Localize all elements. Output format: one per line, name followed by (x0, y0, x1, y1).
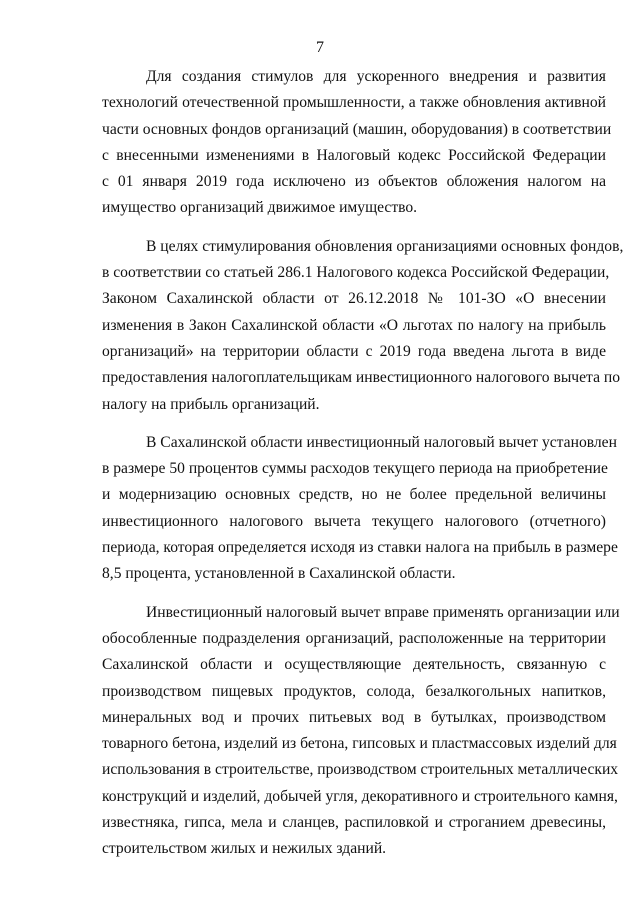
text-line: Законом Сахалинской области от 26.12.2018 № 101-ЗО «О внесении (102, 290, 606, 308)
page-number: 7 (316, 39, 324, 56)
text-line: В целях стимулирования обновления организациями основных фондов, (146, 237, 624, 255)
text-line: части основных фондов организаций (машин, оборудования) в соответствии (102, 120, 612, 138)
text-line: обособленные подразделения организаций, расположенные на территории (102, 629, 606, 647)
text-line: и модернизацию основных средств, но не более предельной величины (102, 486, 606, 504)
text-line: 8,5 процента, установленной в Сахалинской области. (102, 565, 456, 583)
text-line: с 01 января 2019 года исключено из объектов обложения налогом на (102, 173, 606, 191)
text-line: Для создания стимулов для ускоренного внедрения и развития (146, 68, 606, 85)
text-line: предоставления налогоплательщикам инвестиционного налогового вычета по (102, 369, 621, 387)
text-line: использования в строительстве, производством строительных металлических (102, 761, 619, 779)
text-line: технологий отечественной промышленности, а также обновления активной (102, 94, 606, 112)
text-line: в размере 50 процентов суммы расходов текущего периода на приобретение (102, 460, 608, 478)
document-body (102, 64, 624, 875)
text-line: в соответствии со статьей 286.1 Налогового кодекса Российской Федерации, (102, 264, 610, 282)
text-line: организаций» на территории области с 2019 года введена льгота в виде (102, 342, 606, 360)
text-line: изменения в Закон Сахалинской области «О льготах по налогу на прибыль (102, 316, 606, 334)
paragraph-1 (102, 64, 612, 222)
paragraph-3 (102, 430, 618, 588)
text-line: имущество организаций движимое имущество. (102, 199, 418, 217)
text-line: товарного бетона, изделий из бетона, гипсовых и пластмассовых изделий для (102, 735, 617, 753)
text-line: производством пищевых продуктов, солода, безалкогольных напитков, (102, 682, 606, 700)
text-line: В Сахалинской области инвестиционный налоговый вычет установлен (146, 433, 617, 451)
paragraph-2 (102, 234, 624, 418)
text-line: Инвестиционный налоговый вычет вправе применять организации или (146, 603, 620, 621)
text-line: минеральных вод и прочих питьевых вод в бутылках, производством (102, 708, 606, 726)
text-line: периода, которая определяется исходя из ставки налога на прибыль в размере (102, 539, 618, 557)
text-line: известняка, гипса, мела и сланцев, распиловкой и строганием древесины, (102, 814, 606, 832)
text-line: с внесенными изменениями в Налоговый кодекс Российской Федерации (102, 146, 606, 164)
text-line: Сахалинской области и осуществляющие деятельность, связанную с (102, 656, 606, 674)
text-line: конструкций и изделий, добычей угля, декоративного и строительного камня, (102, 787, 618, 805)
text-line: налогу на прибыль организаций. (102, 395, 320, 413)
paragraph-4 (102, 600, 620, 863)
text-line: инвестиционного налогового вычета текущего налогового (отчетного) (102, 512, 606, 530)
text-line: строительством жилых и нежилых зданий. (102, 840, 387, 858)
